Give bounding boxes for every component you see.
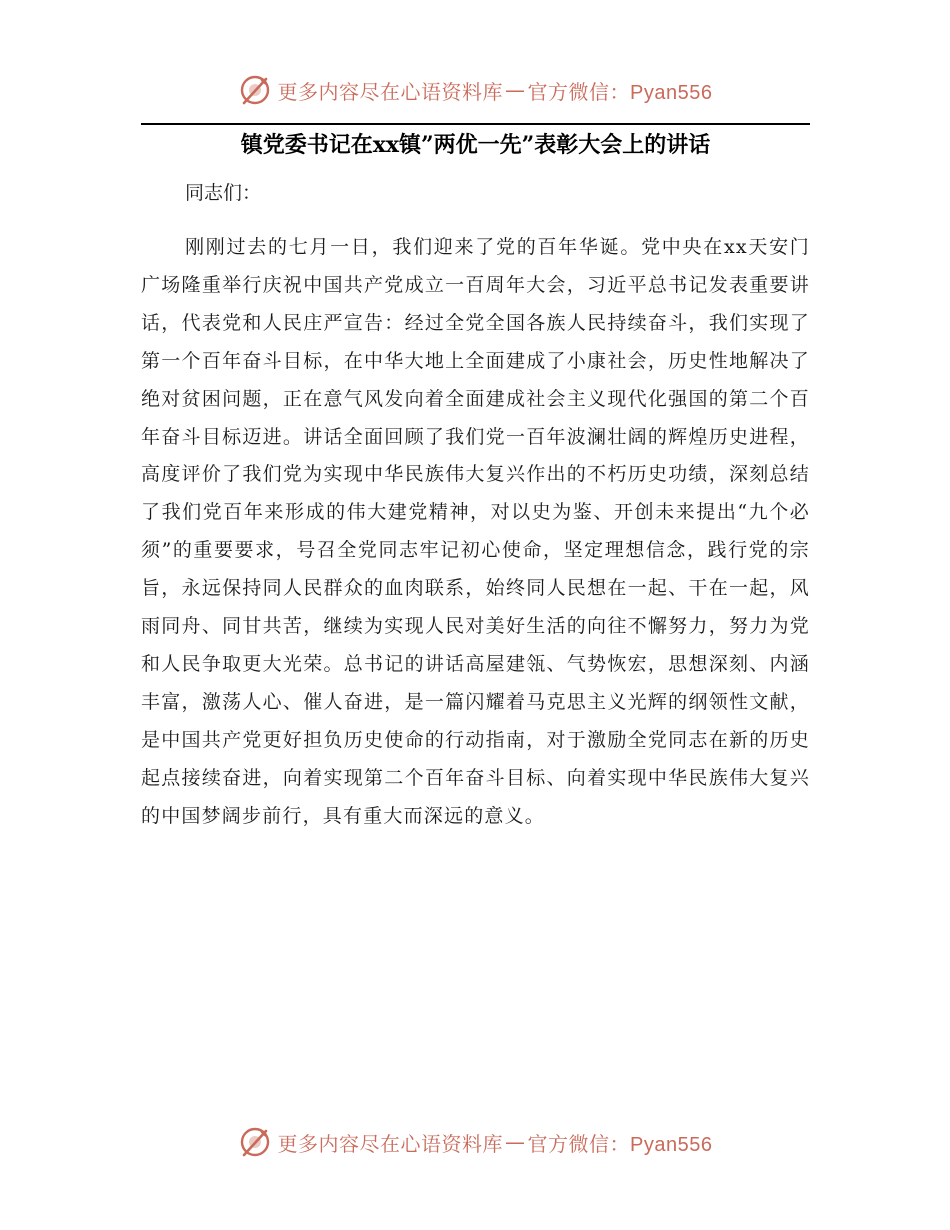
banner-text: 更多内容尽在心语资料库 <box>277 1131 504 1156</box>
banner-separator: — <box>505 78 526 102</box>
quill-logo-icon <box>238 1125 272 1159</box>
banner-contact: 官方微信：Pyan556 <box>527 81 713 104</box>
quill-logo-icon <box>238 73 272 107</box>
document-title: 镇党委书记在xx镇”两优一先”表彰大会上的讲话 <box>240 132 711 158</box>
banner-separator: — <box>505 1130 526 1154</box>
footer-banner <box>0 1122 950 1162</box>
header-banner <box>0 70 950 110</box>
body-paragraph: 刚刚过去的七月一日，我们迎来了党的百年华诞。党中央在xx天安门广场隆重举行庆祝中国共产党成立一百周年大会，习近平总书记发表重要讲话，代表党和人民庄严宣告：经过全党全国各族人民持续奋斗，我们实现了第一个百年奋斗目标，在中华大地上全面建成了小康社会，历史性地解决了绝对贫困问题，正在意气风发向着全面建成社会主义现代化强国的第二个百年奋斗目标迈进。讲话全面回顾了我们党一百年波澜壮阔的辉煌历史进程，高度评价了我们党为实现中华民族伟大复兴作出的不朽历史功绩，深刻总结了我们党百年来形成的伟大建党精神，对以史为鉴、开创未来提出“九个必须”的重要要求，号召全党同志牢记初心使命，坚定理想信念，践行党的宗旨，永远保持同人民群众的血肉联系，始终同人民想在一起、干在一起，风雨同舟、同甘共苦，继续为实现人民对美好生活的向往不懈努力，努力为党和人民争取更大光荣。总书记的讲话高屋建瓴、气势恢宏，思想深刻、内涵丰富，激荡人心、催人奋进，是一篇闪耀着马克思主义光辉的纲领性文献，是中国共产党更好担负历史使命的行动指南，对于激励全党同志在新的历史起点接续奋进，向着实现第二个百年奋斗目标、向着实现中华民族伟大复兴的中国梦阔步前行，具有重大而深远的意义。 <box>141 236 810 827</box>
header-rule <box>141 123 810 125</box>
banner-contact: 官方微信：Pyan556 <box>527 1133 713 1156</box>
banner-text: 更多内容尽在心语资料库 <box>277 79 504 104</box>
salutation: 同志们： <box>185 182 262 204</box>
